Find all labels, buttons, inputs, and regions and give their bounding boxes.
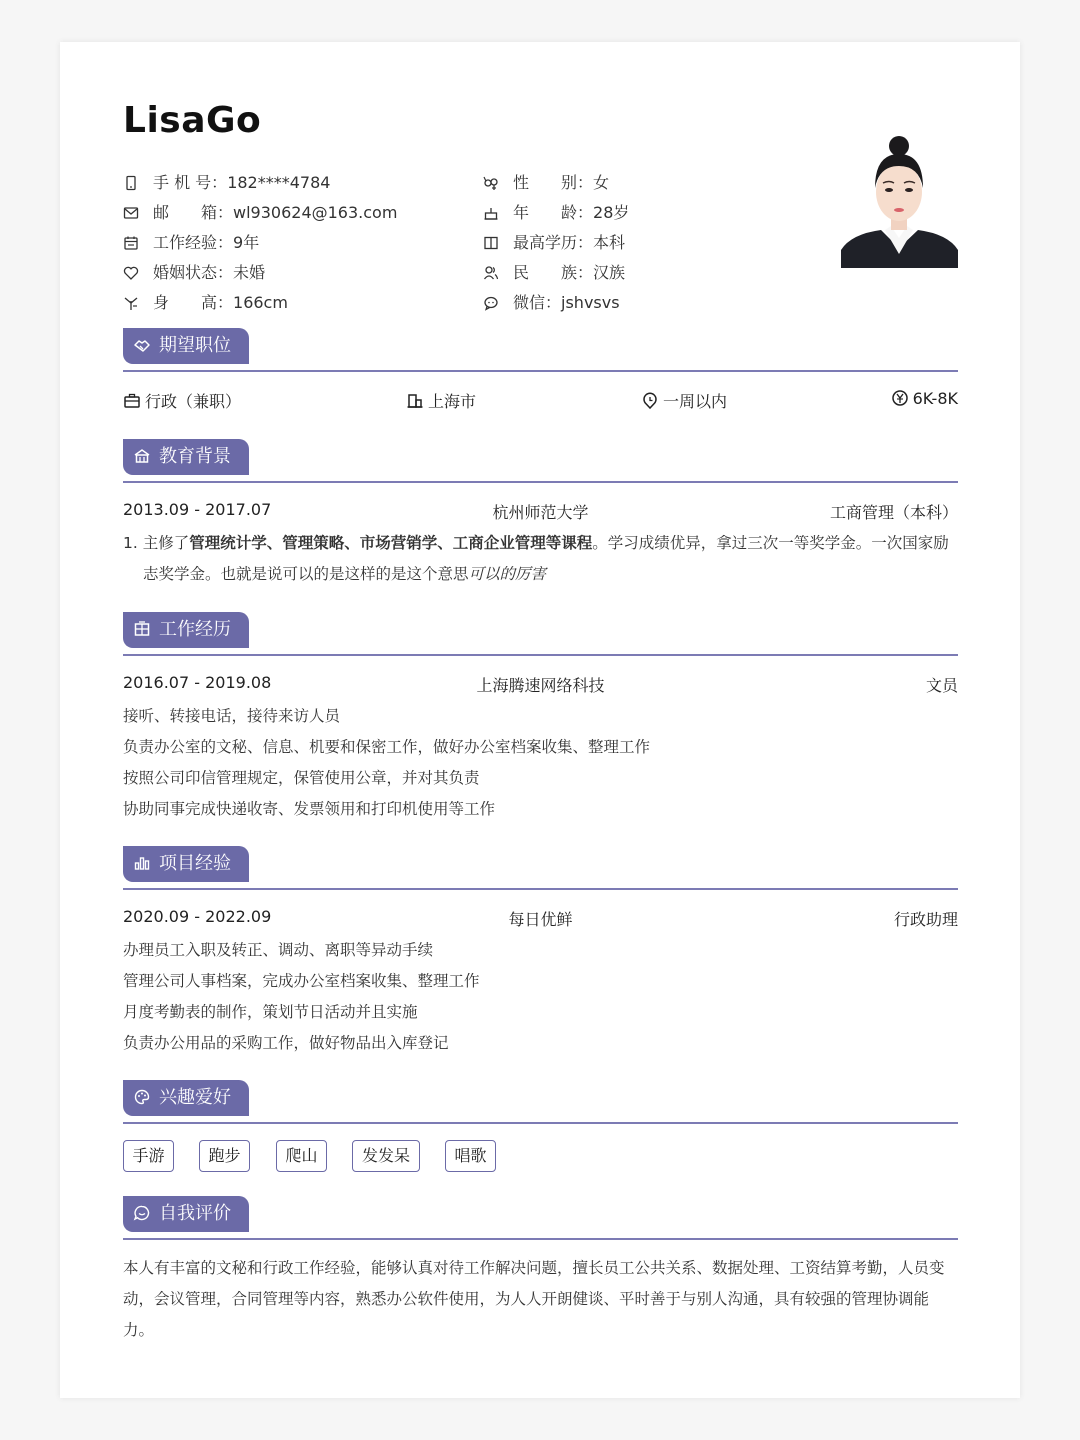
- school-icon: [133, 447, 151, 465]
- section-divider: [123, 481, 958, 483]
- section-divider: [123, 654, 958, 656]
- work-company: 上海腾速网络科技: [476, 676, 605, 695]
- info-marital: 婚姻状态：未婚: [123, 263, 265, 283]
- section-tab: 兴趣爱好: [123, 1080, 249, 1116]
- section-tab: 项目经验: [123, 846, 249, 882]
- project-duty: 月度考勤表的制作，策划节日活动并且实施: [123, 1003, 418, 1021]
- hobby-tag: 爬山: [276, 1140, 327, 1172]
- heart-icon: [123, 265, 139, 281]
- hobby-tag: 跑步: [199, 1140, 250, 1172]
- intent-row: [123, 389, 958, 411]
- yen-icon: [891, 389, 909, 407]
- phone-icon: [123, 175, 139, 191]
- project-name: 每日优鲜: [508, 910, 573, 929]
- work-role: 文员: [925, 676, 958, 695]
- info-degree: 最高学历：本科: [483, 233, 625, 253]
- section-tab: 自我评价: [123, 1196, 249, 1232]
- briefcase-icon: [123, 392, 141, 410]
- gender-icon: [483, 175, 499, 191]
- office-icon: [133, 620, 151, 638]
- work-row: [123, 673, 958, 695]
- section-project: [123, 846, 958, 890]
- info-email: 邮 箱：wl930624@163.com: [123, 203, 397, 223]
- palette-icon: [133, 1088, 151, 1106]
- work-duty: 按照公司印信管理规定，保管使用公章，并对其负责: [123, 769, 480, 787]
- info-phone: 手 机 号：182****4784: [123, 173, 330, 193]
- section-hobby: [123, 1080, 958, 1124]
- section-self: [123, 1196, 958, 1240]
- info-ethnic: 民 族：汉族: [483, 263, 625, 283]
- section-divider: [123, 1238, 958, 1240]
- calendar-icon: [123, 235, 139, 251]
- handshake-icon: [133, 336, 151, 354]
- info-wechat: 微信：jshvsvs: [483, 293, 620, 313]
- project-role: 行政助理: [893, 910, 958, 929]
- info-height: 身 高：166cm: [123, 293, 288, 313]
- section-divider: [123, 1122, 958, 1124]
- intent-city: 上海市: [406, 389, 476, 412]
- intent-salary: 6K-8K: [891, 389, 958, 408]
- work-duty: 接听、转接电话，接待来访人员: [123, 707, 341, 725]
- section-education: [123, 439, 958, 483]
- education-major: 工商管理（本科）: [829, 503, 958, 522]
- section-tab: 工作经历: [123, 612, 249, 648]
- hobby-tag: 手游: [123, 1140, 174, 1172]
- section-divider: [123, 888, 958, 890]
- info-experience: 工作经验：9年: [123, 233, 259, 253]
- cake-icon: [483, 205, 499, 221]
- people-icon: [483, 265, 499, 281]
- building-icon: [406, 392, 424, 410]
- project-duty: 负责办公用品的采购工作，做好物品出入库登记: [123, 1034, 449, 1052]
- clock-pin-icon: [641, 392, 659, 410]
- work-duty: 负责办公室的文秘、信息、机要和保密工作，做好办公室档案收集、整理工作: [123, 738, 651, 756]
- education-item: 1. 主修了管理统计学、管理策略、市场营销学、工商企业管理等课程。学习成绩优异，拿过三次一等奖学金。一次国家励志奖学金。也就是说可以的是这样的是这个意思可以的厉害: [123, 534, 949, 583]
- comment-icon: [133, 1204, 151, 1222]
- hobby-tag: 发发呆: [352, 1140, 420, 1172]
- info-age: 年 龄：28岁: [483, 203, 629, 223]
- project-duty: 办理员工入职及转正、调动、离职等异动手续: [123, 941, 434, 959]
- resume-page: [60, 42, 1020, 1398]
- bar-chart-icon: [133, 854, 151, 872]
- intent-position: 行政（兼职）: [123, 389, 241, 412]
- section-tab: 期望职位: [123, 328, 249, 364]
- info-gender: 性 别：女: [483, 173, 609, 193]
- profile-photo: [841, 130, 958, 268]
- book-icon: [483, 235, 499, 251]
- project-row: [123, 907, 958, 929]
- self-evaluation: 本人有丰富的文秘和行政工作经验，能够认真对待工作解决问题，擅长员工公共关系、数据处理、工资结算考勤，人员变动，会议管理，合同管理等内容，熟悉办公软件使用，为人人开朗健谈、平时善于与别人沟通，具有较强的管理协调能力。: [123, 1259, 945, 1339]
- section-tab: 教育背景: [123, 439, 249, 475]
- candidate-name: LisaGo: [123, 100, 262, 141]
- project-duty: 管理公司人事档案，完成办公室档案收集、整理工作: [123, 972, 480, 990]
- education-row: [123, 500, 958, 522]
- intent-availability: 一周以内: [641, 389, 727, 412]
- mail-icon: [123, 205, 139, 221]
- hobby-tag: 唱歌: [445, 1140, 496, 1172]
- section-intent: [123, 328, 958, 372]
- work-duty: 协助同事完成快递收寄、发票领用和打印机使用等工作: [123, 800, 496, 818]
- work-period: 2016.07 - 2019.08: [123, 673, 272, 692]
- education-school: 杭州师范大学: [492, 503, 589, 522]
- education-period: 2013.09 - 2017.07: [123, 500, 272, 519]
- project-period: 2020.09 - 2022.09: [123, 907, 272, 926]
- section-work: [123, 612, 958, 656]
- section-divider: [123, 370, 958, 372]
- chat-icon: [483, 295, 499, 311]
- height-icon: [123, 295, 139, 311]
